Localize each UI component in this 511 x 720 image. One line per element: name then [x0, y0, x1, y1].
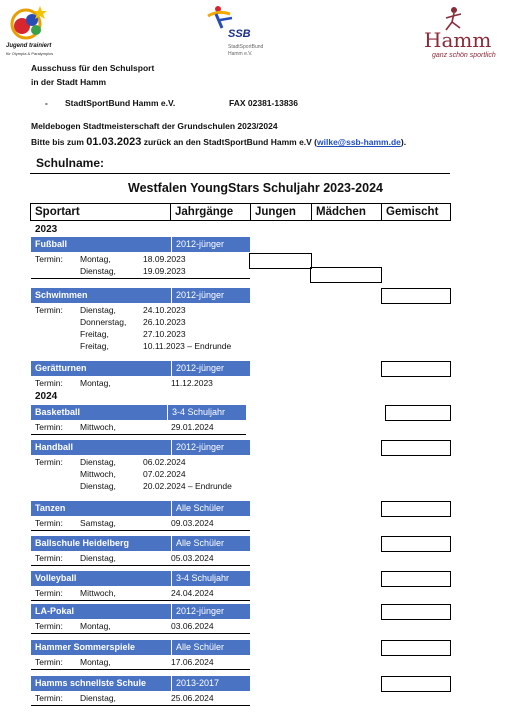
termin-label: Termin: [35, 457, 63, 467]
termin-date: 27.10.2023 [143, 329, 186, 339]
header-line2: in der Stadt Hamm [31, 77, 107, 87]
sport-age-group: Alle Schüler [171, 501, 255, 516]
termin-day: Donnerstag, [80, 317, 127, 327]
sport-age-group: 3-4 Schuljahr [167, 405, 251, 420]
termin-date: 26.10.2023 [143, 317, 186, 327]
year-label-2024: 2024 [35, 391, 58, 402]
sport-name: Fußball [35, 239, 67, 249]
col-header-sportart: Sportart [30, 203, 171, 221]
termin-day: Freitag, [80, 341, 109, 351]
header-org: StadtSportBund Hamm e.V. [65, 98, 176, 108]
col-header-jungen: Jungen [250, 203, 312, 221]
sport-age-group: Alle Schüler [171, 640, 255, 655]
termin-day: Dienstag, [80, 553, 116, 563]
termin-label: Termin: [35, 657, 63, 667]
hamm-logo [418, 6, 504, 62]
deadline-date: 01.03.2023 [86, 136, 142, 148]
sport-bar-hammer-sommerspiele [31, 640, 250, 655]
entry-box-hamms-schnellste-schule[interactable] [381, 676, 451, 692]
entry-box-ballschule-heidelberg[interactable] [381, 536, 451, 552]
sport-bar-basketball [31, 405, 246, 420]
row-divider [31, 434, 246, 435]
email-link[interactable]: wilke@ssb-hamm.de [317, 137, 401, 147]
termin-day: Dienstag, [80, 693, 116, 703]
termin-date: 03.06.2024 [171, 621, 214, 631]
termin-date: 29.01.2024 [171, 422, 214, 432]
row-divider [31, 600, 250, 601]
termin-date: 20.02.2024 – Endrunde [143, 481, 232, 491]
star-logo-icon [6, 4, 50, 42]
schulname-line[interactable] [30, 173, 450, 174]
termin-day: Montag, [80, 254, 111, 264]
logo-left-title: Jugend trainiert [6, 43, 52, 49]
sport-bar-handball [31, 440, 250, 455]
sport-name: Ballschule Heidelberg [35, 538, 130, 548]
termin-date: 09.03.2024 [171, 518, 214, 528]
sport-name: Basketball [35, 407, 81, 417]
termin-day: Montag, [80, 621, 111, 631]
header-fax: FAX 02381-13836 [229, 98, 298, 108]
sport-name: Hammer Sommerspiele [35, 642, 136, 652]
termin-label: Termin: [35, 305, 63, 315]
termin-label: Termin: [35, 588, 63, 598]
sport-bar-fußball [31, 237, 250, 252]
schulname-label: Schulname: [36, 156, 105, 170]
termin-day: Mittwoch, [80, 469, 116, 479]
row-divider [31, 633, 250, 634]
sport-name: LA-Pokal [35, 606, 75, 616]
row-divider [31, 565, 250, 566]
header-dash: - [45, 98, 48, 108]
termin-date: 11.12.2023 [171, 378, 213, 388]
ssb-logo [204, 4, 274, 64]
termin-day: Montag, [80, 378, 111, 388]
sport-name: Gerätturnen [35, 363, 87, 373]
entry-box-la-pokal[interactable] [381, 604, 451, 620]
sport-bar-ballschule-heidelberg [31, 536, 250, 551]
sport-bar-schwimmen [31, 288, 250, 303]
termin-day: Samstag, [80, 518, 116, 528]
sport-age-group: 2012-jünger [171, 604, 255, 619]
sport-bar-hamms-schnellste-schule [31, 676, 250, 691]
termin-date: 17.06.2024 [171, 657, 214, 667]
hamm-logo-tagline: ganz schön sportlich [432, 52, 496, 59]
sport-age-group: 2012-jünger [171, 361, 255, 376]
termin-label: Termin: [35, 553, 63, 563]
sport-name: Handball [35, 442, 74, 452]
sport-age-group: 2012-jünger [171, 288, 255, 303]
termin-label: Termin: [35, 693, 63, 703]
sport-name: Volleyball [35, 573, 77, 583]
sport-bar-gerätturnen [31, 361, 250, 376]
termin-date: 05.03.2024 [171, 553, 214, 563]
col-header-jahrgaenge: Jahrgänge [170, 203, 251, 221]
sport-bar-tanzen [31, 501, 250, 516]
entry-box-schwimmen[interactable] [381, 288, 451, 304]
termin-day: Mittwoch, [80, 422, 116, 432]
termin-label: Termin: [35, 422, 63, 432]
termin-date: 10.11.2023 – Endrunde [143, 341, 232, 351]
sport-name: Hamms schnellste Schule [35, 678, 147, 688]
entry-box-tanzen[interactable] [381, 501, 451, 517]
termin-date: 24.04.2024 [171, 588, 214, 598]
sport-age-group: 2012-jünger [171, 440, 255, 455]
termin-date: 06.02.2024 [143, 457, 186, 467]
ssb-logo-text: SSB [228, 28, 251, 40]
termin-day: Mittwoch, [80, 588, 116, 598]
sport-age-group: 2012-jünger [171, 237, 255, 252]
hamm-logo-text: Hamm [424, 28, 492, 52]
sport-age-group: 3-4 Schuljahr [171, 571, 255, 586]
ssb-logo-sub: StadtSportBund Hamm e.V. [228, 44, 264, 57]
termin-day: Dienstag, [80, 457, 116, 467]
termin-day: Dienstag, [80, 481, 116, 491]
sport-age-group: 2013-2017 [171, 676, 255, 691]
termin-date: 25.06.2024 [171, 693, 214, 703]
entry-box-fußball[interactable] [310, 267, 382, 283]
termin-label: Termin: [35, 378, 63, 388]
termin-day: Dienstag, [80, 305, 116, 315]
termin-day: Freitag, [80, 329, 109, 339]
form-title: Meldebogen Stadtmeisterschaft der Grundschulen 2023/2024 [31, 121, 278, 131]
sport-age-group: Alle Schüler [171, 536, 255, 551]
col-header-maedchen: Mädchen [311, 203, 382, 221]
termin-date: 07.02.2024 [143, 469, 186, 479]
termin-day: Montag, [80, 657, 111, 667]
row-divider [31, 530, 250, 531]
entry-box-volleyball[interactable] [381, 571, 451, 587]
termin-date: 24.10.2023 [143, 305, 186, 315]
sport-bar-la-pokal [31, 604, 250, 619]
entry-box-hammer-sommerspiele[interactable] [381, 640, 451, 656]
year-label-2023: 2023 [35, 224, 58, 235]
termin-date: 18.09.2023 [143, 254, 186, 264]
termin-label: Termin: [35, 254, 63, 264]
entry-box-gerätturnen[interactable] [381, 361, 451, 377]
entry-box-handball[interactable] [381, 440, 451, 456]
entry-box-fußball[interactable] [249, 253, 312, 269]
termin-label: Termin: [35, 621, 63, 631]
sport-name: Tanzen [35, 503, 66, 513]
entry-box-basketball[interactable] [385, 405, 451, 421]
col-header-gemischt: Gemischt [381, 203, 451, 221]
deadline-line: Bitte bis zum 01.03.2023 zurück an den StadtSportBund Hamm e.V (wilke@ssb-hamm.de). [31, 136, 407, 148]
termin-day: Dienstag, [80, 266, 116, 276]
termin-date: 19.09.2023 [143, 266, 186, 276]
jugend-trainiert-logo [6, 4, 58, 60]
header-line1: Ausschuss für den Schulsport [31, 63, 155, 73]
row-divider [31, 669, 250, 670]
sport-name: Schwimmen [35, 290, 88, 300]
logo-left-sub: für Olympia & Paralympics [6, 51, 54, 56]
row-divider [31, 705, 250, 706]
sport-bar-volleyball [31, 571, 250, 586]
termin-label: Termin: [35, 518, 63, 528]
row-divider [31, 278, 250, 279]
page-title: Westfalen YoungStars Schuljahr 2023-2024 [128, 181, 383, 195]
